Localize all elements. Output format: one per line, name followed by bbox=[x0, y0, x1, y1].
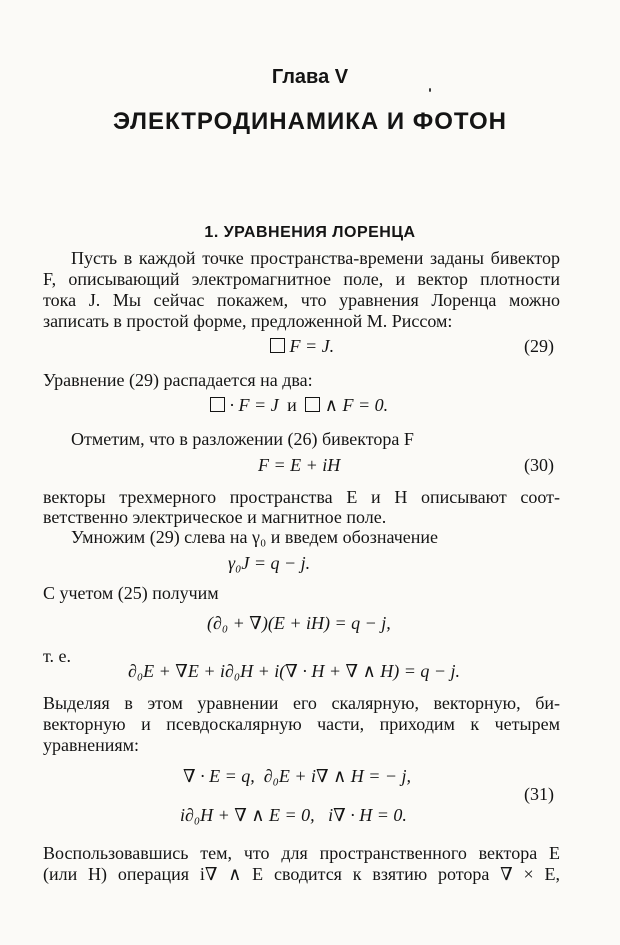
paragraph-line: Умножим (29) слева на γ₀ и введем обозначение bbox=[71, 527, 439, 547]
equation-29 bbox=[270, 336, 334, 357]
equation-30-number: (30) bbox=[524, 455, 554, 475]
equation-split-conj: и bbox=[287, 395, 297, 415]
paragraph-line: F, описывающий электромагнитное поле, и вектор плотности bbox=[43, 269, 560, 289]
equation-gamma: γ₀J = q − j. bbox=[228, 553, 311, 573]
paragraph-line: (или H) операция i∇ ∧ E сводится к взятию ротора ∇ × E, bbox=[43, 864, 560, 884]
equation-31-line1: ∇ · E = q, ∂₀E + i∇ ∧ H = − j, bbox=[183, 766, 412, 786]
paragraph-line: Пусть в каждой точке пространства-времени заданы бивектор bbox=[71, 248, 560, 268]
dalembertian-box-icon bbox=[210, 397, 225, 412]
section-title: 1. УРАВНЕНИЯ ЛОРЕНЦА bbox=[204, 224, 416, 241]
dalembertian-box-icon bbox=[270, 338, 285, 353]
equation-split bbox=[210, 395, 388, 416]
equation-31-number: (31) bbox=[524, 784, 554, 804]
paragraph-line: ветственно электрическое и магнитное поле. bbox=[43, 507, 387, 527]
paragraph-line: векторы трехмерного пространства E и H описывают соот- bbox=[43, 487, 560, 507]
equation-ie: ∂₀E + ∇E + i∂₀H + i(∇ · H + ∇ ∧ H) = q − j. bbox=[128, 661, 461, 681]
equation-expanded: (∂₀ + ∇)(E + iH) = q − j, bbox=[207, 613, 391, 633]
paragraph-line: векторную и псевдоскалярную части, приходим к четырем bbox=[43, 714, 560, 734]
paragraph-line: Воспользовавшись тем, что для пространственного вектора E bbox=[43, 843, 560, 863]
equation-split-part2: ∧ F = 0. bbox=[324, 395, 389, 415]
equation-31-line2: i∂₀H + ∇ ∧ E = 0, i∇ · H = 0. bbox=[180, 805, 407, 825]
dalembertian-box-icon bbox=[305, 397, 320, 412]
paragraph-line: уравнениям: bbox=[43, 735, 140, 755]
chapter-title: ЭЛЕКТРОДИНАМИКА И ФОТОН bbox=[113, 108, 507, 135]
paragraph-line: записать в простой форме, предложенной М. Риссом: bbox=[43, 311, 453, 331]
chapter-label: Глава V bbox=[271, 66, 349, 88]
paragraph-line: Выделяя в этом уравнении его скалярную, векторную, би- bbox=[43, 693, 560, 713]
equation-29-number: (29) bbox=[524, 336, 554, 356]
equation-29-text: F = J. bbox=[289, 336, 335, 356]
equation-split-part1: · F = J bbox=[229, 395, 279, 415]
paragraph-line: Уравнение (29) распадается на два: bbox=[43, 370, 313, 390]
equation-30: F = E + iH bbox=[258, 455, 341, 475]
paragraph-line: Отметим, что в разложении (26) бивектора F bbox=[71, 429, 414, 449]
ie-label: т. е. bbox=[43, 646, 72, 666]
paragraph-line: С учетом (25) получим bbox=[43, 583, 219, 603]
paragraph-line: тока J. Мы сейчас покажем, что уравнения Лоренца можно bbox=[43, 290, 560, 310]
